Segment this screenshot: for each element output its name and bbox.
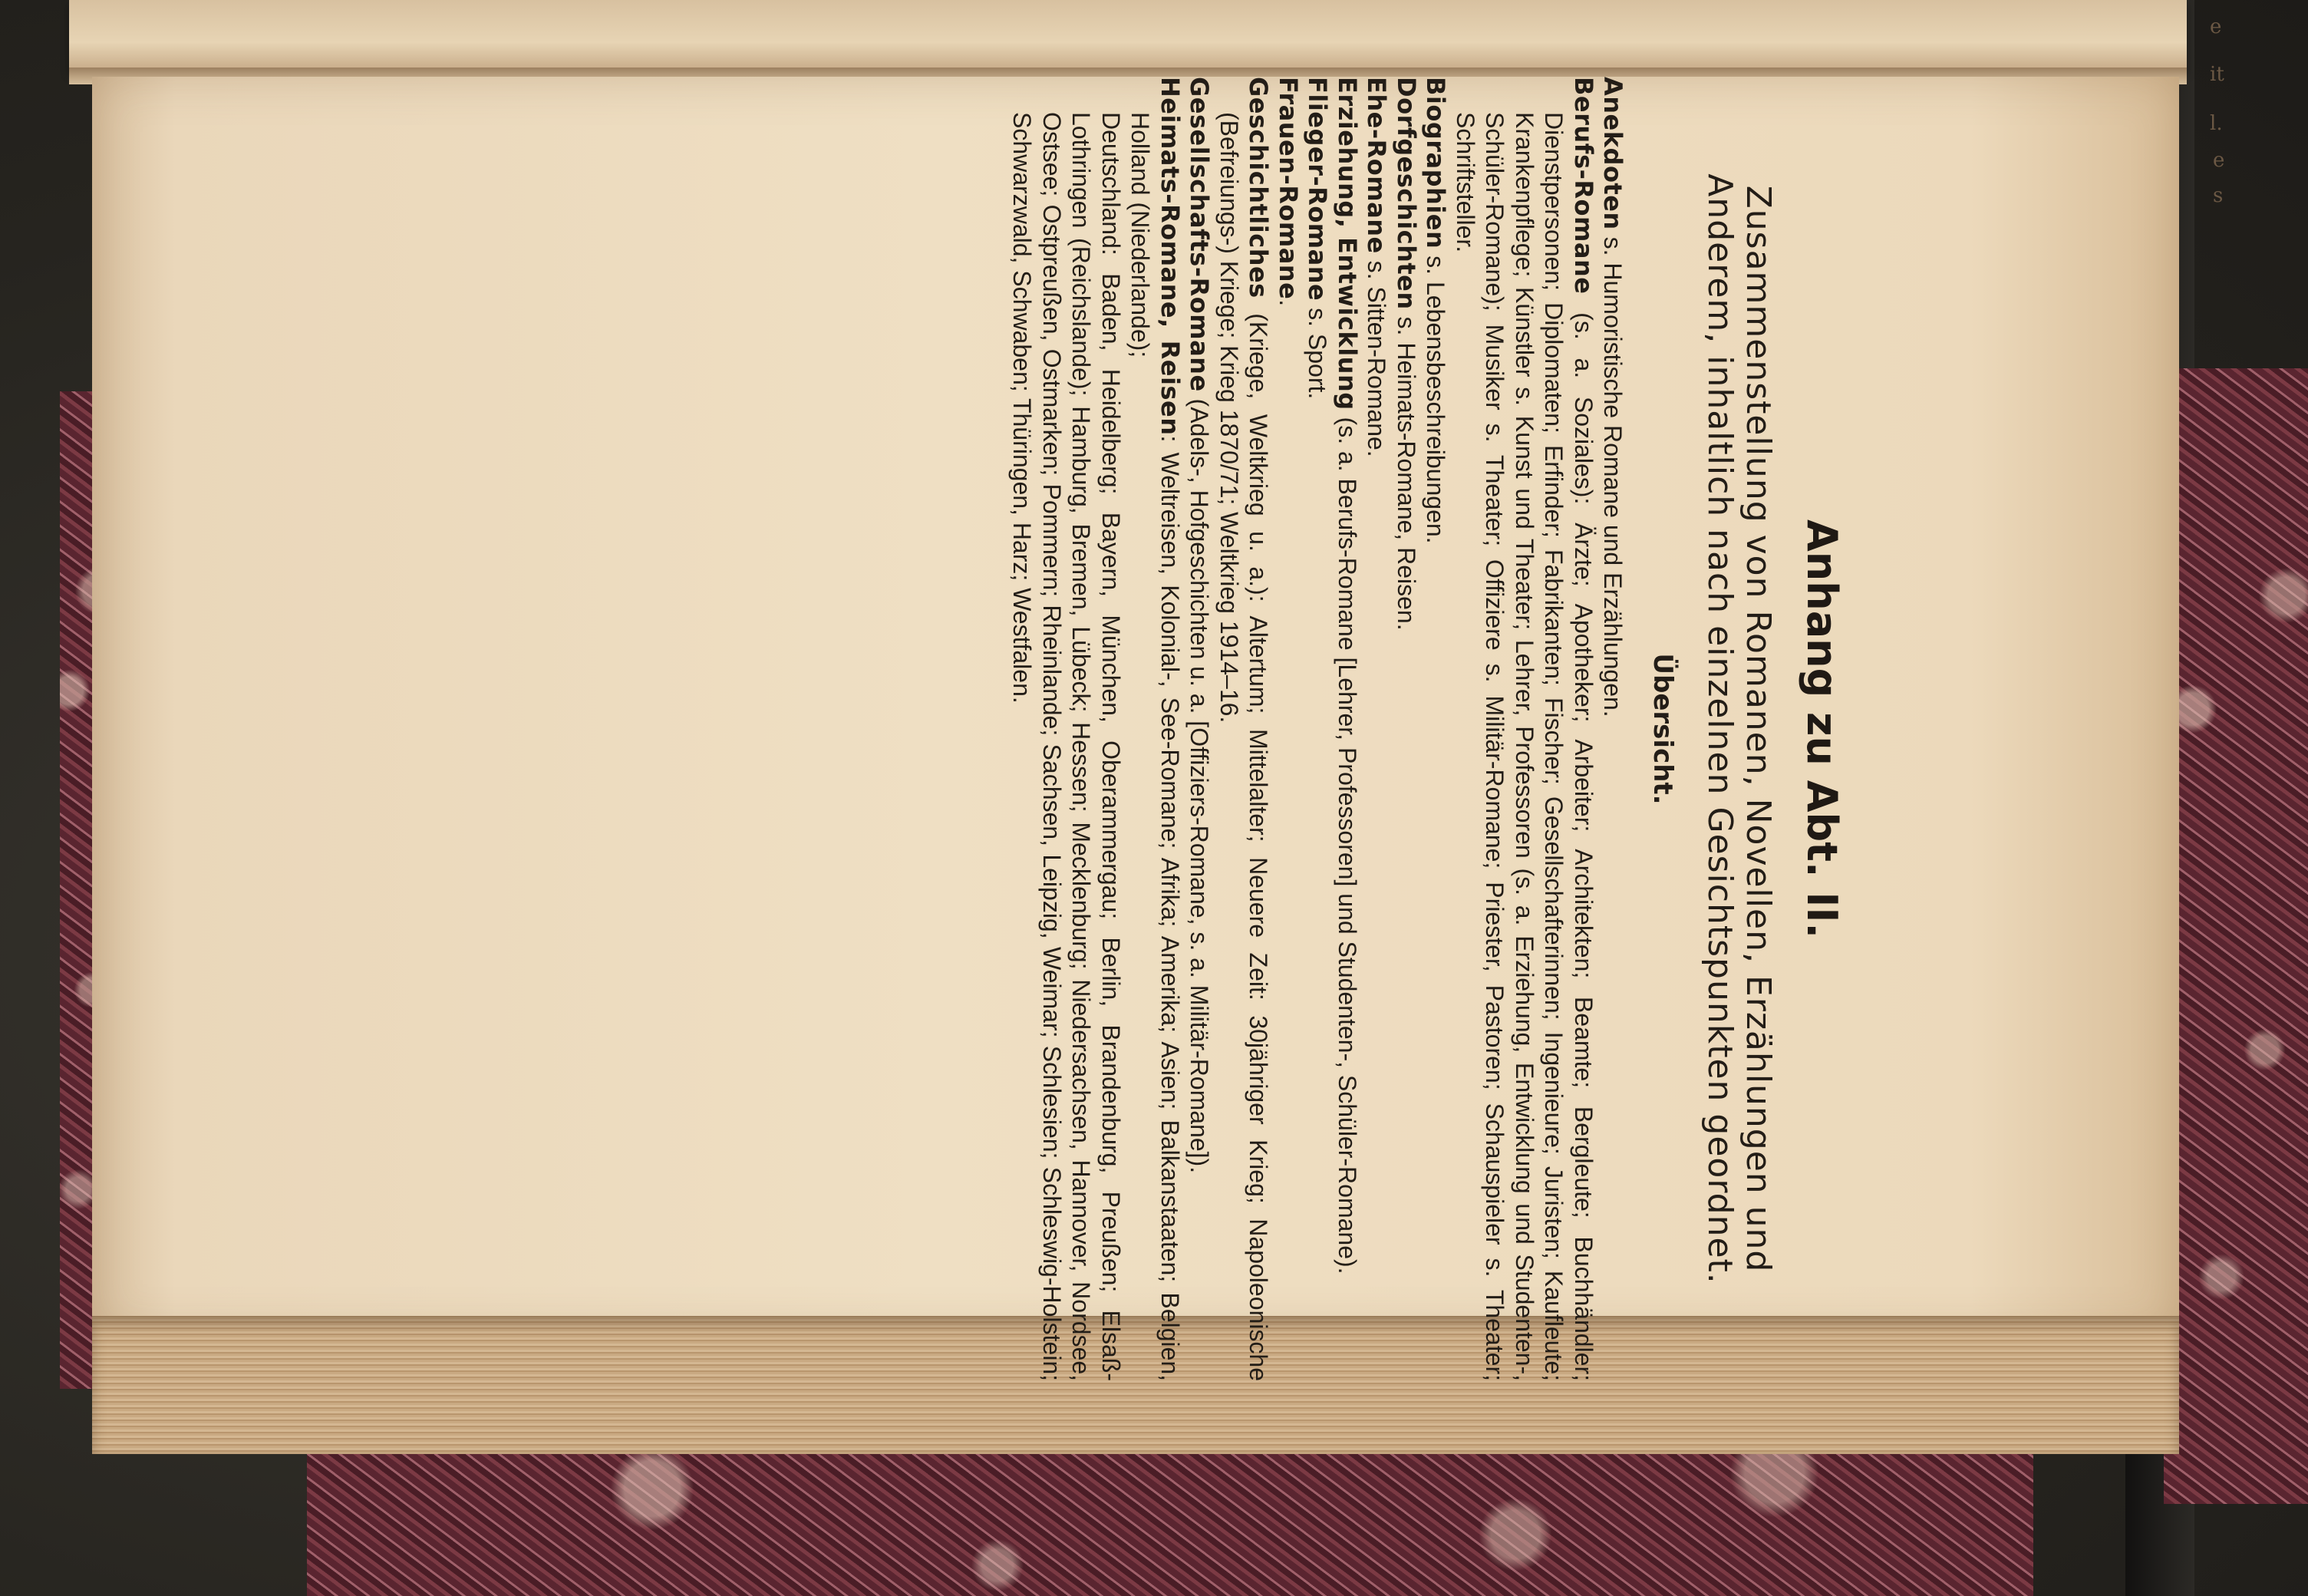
index-entry [1333,77,1363,1381]
entry-term: Erziehung, Entwicklung [1333,77,1362,411]
entry-term: Berufs-Romane [1569,77,1598,295]
entry-term: Biographien [1421,77,1451,249]
index-entry [1598,77,1628,1381]
entry-text: (s. a. Berufs-Romane [Lehrer, Professoren] und Studenten-, Schüler-Romane). [1334,410,1361,1274]
index-entry [1303,77,1333,1381]
entry-term: Heimats-Romane, Reisen [1156,77,1185,436]
index-entry [1451,77,1599,1381]
index-entry [1274,77,1304,1381]
entry-term: Frauen-Romane [1274,77,1303,300]
entry-text: (Kriege, Weltkrieg u. a.): Altertum; Mittelalter; Neuere Zeit: 30jähriger Krieg; Napoleonische (Befreiungs-) Kriege; Krieg 1870/71; Weltkrieg 1914–16. [1215,112,1273,1381]
margin-letter: e [2210,15,2222,38]
entry-term: Geschichtliches [1244,77,1274,298]
entry-term: Anekdoten [1598,77,1628,230]
entry-term: Ehe-Romane [1362,77,1392,254]
entry-text: s. Humoristische Romane und Erzählungen. [1599,229,1627,717]
subentry-label: Deutschland: [1097,112,1125,256]
entry-term: Gesellschafts-Romane [1185,77,1215,392]
page-text [341,77,1845,1381]
entry-term: Flieger-Romane [1303,77,1333,302]
entry-text: s. Sitten-Romane. [1363,253,1391,457]
entry-text: s. Heimats-Romane, Reisen. [1393,309,1420,631]
facing-page-margin-letters [2210,0,2256,230]
entry-text: (s. a. Soziales): Ärzte; Apotheker; Arbeiter; Architekten; Beamte; Bergleute; Buchhändler; Dienstpersonen; Diplomaten; Erfinder; Fabrikanten; Fischer; Gesellschafterinnen; Ingenieure; Juristen; Kaufleute; Krankenpflege; Künstler s. Kunst und Theater; Lehrer, Professoren (s. a. Erziehung, Entwicklung und Studenten-, Schüler-Romane); Musiker s. Theater; Offiziere s. Militär-Romane; Priester, Pastoren; Schauspieler s. Theater; Schriftsteller. [1452,112,1597,1381]
overview-heading: Übersicht. [1647,653,1678,805]
index-entry [1185,77,1215,1381]
margin-letter: l. [2210,112,2223,135]
margin-letter: it [2210,63,2224,86]
index-entry [1215,77,1274,1381]
entry-text: : Weltreisen, Kolonial-, See-Romane; Afrika; Amerika; Asien; Balkanstaaten; Belgien, Holland (Niederlande); [1126,112,1184,1382]
entry-text: s. Lebensbeschreibungen. [1422,249,1450,544]
entry-term: Dorfgeschichten [1392,77,1421,310]
facing-page-edge [69,0,2187,71]
entry-text: s. Sport. [1304,301,1332,400]
marbled-board-bottom [307,1443,2033,1596]
index-entry [1362,77,1392,1381]
index-entry [1126,77,1185,1381]
page-heading: Anhang zu Abt. II. [1798,519,1846,938]
margin-letter: e [2213,149,2225,172]
entry-text: (Adels-, Hofgeschichten u. a. [Offiziers-Romane, s. a. Militär-Romane]). [1185,391,1214,1174]
entry-text: . [1274,299,1302,307]
margin-letter: s [2213,184,2224,207]
index-entry [1421,77,1451,1381]
page-subtitle: Zusammenstellung von Romanen, Novellen, Erzählungen und Anderem, inhaltlich nach einzelnen Gesichtspunkten geordnet. [1700,173,1778,1284]
index-subentry [1007,77,1126,1381]
index-entry [1392,77,1422,1381]
marbled-board-right [2164,368,2308,1504]
subentry-text: Baden, Heidelberg; Bayern, München, Oberammergau; Berlin, Brandenburg, Preußen; Elsaß-Lothringen (Reichslande); Hamburg, Bremen, Lübeck; Hessen; Mecklenburg; Niedersachsen, Hannover, Nordsee, Ostsee; Ostpreußen, Ostmarken; Pommern; Rheinlande; Sachsen, Leipzig, Weimar; Schlesien; Schleswig-Holstein; Schwarzwald, Schwaben; Thüringen, Harz; Westfalen. [1008,112,1125,1381]
